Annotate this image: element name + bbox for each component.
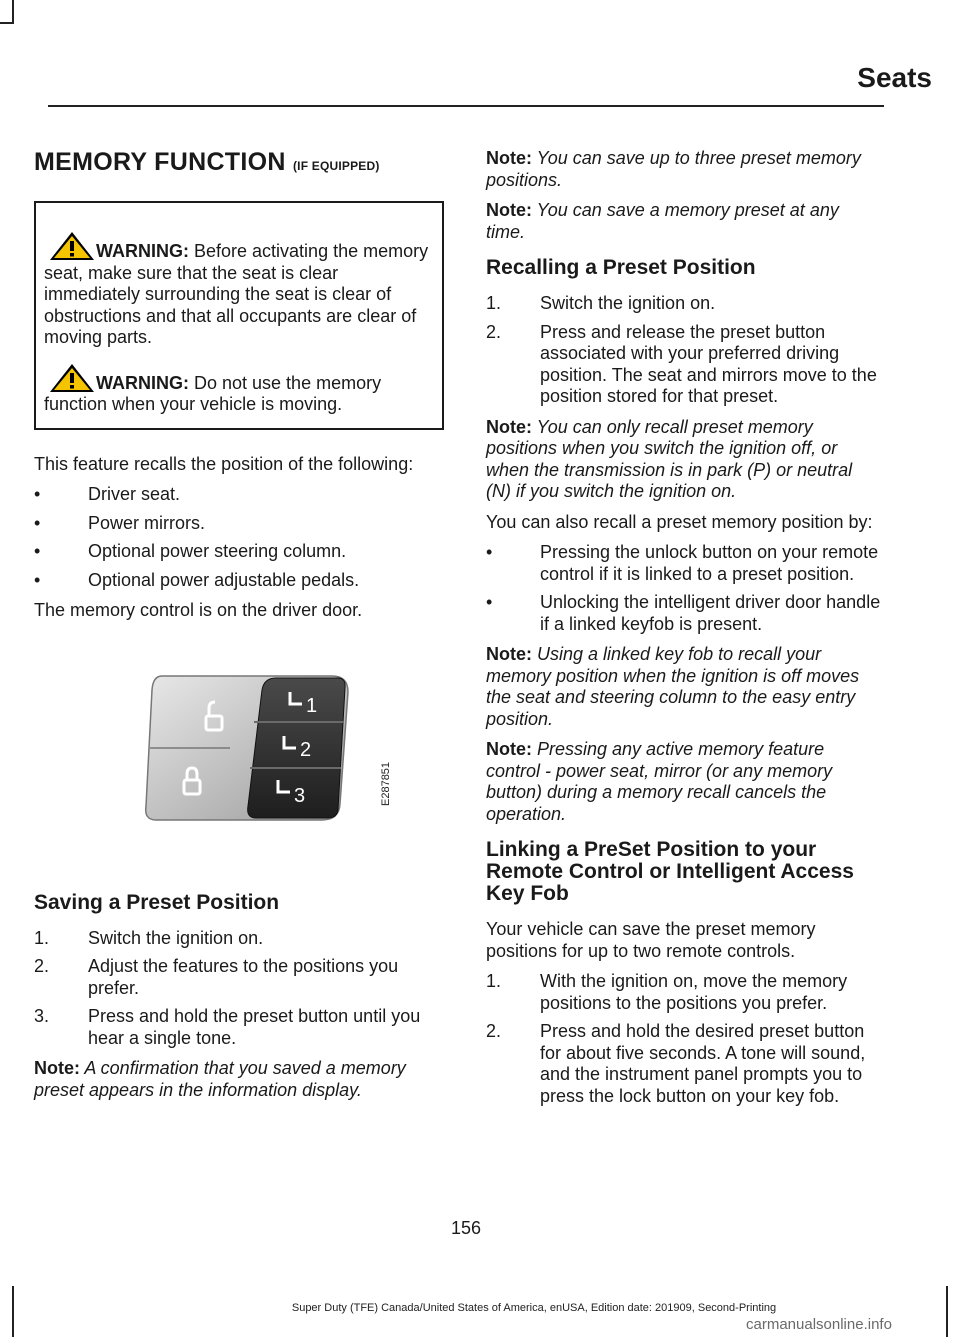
link-title: Linking a PreSet Position to your Remote Control or Intelligent Access Key Fob xyxy=(486,838,854,905)
button-label: 1 xyxy=(306,694,318,717)
note: Note: You can save up to three preset memory positions. xyxy=(486,148,861,190)
left-column xyxy=(34,140,444,1110)
right-column xyxy=(486,148,882,1116)
link-intro: Your vehicle can save the preset memory positions for up to two remote controls. xyxy=(486,919,816,961)
warning-1: WARNING: Before activating the memory seat, make sure that the seat is clear immediately surrounding the seat is clear of obstructions and that all occupants are clear of moving parts. xyxy=(44,231,434,349)
list-item: • Driver seat. xyxy=(34,484,444,506)
figure-code: E287851 xyxy=(380,761,392,806)
link-steps xyxy=(486,971,882,1107)
section-title: MEMORY FUNCTION (IF EQUIPPED) xyxy=(34,148,380,176)
also-recall-list xyxy=(486,542,882,635)
watermark: carmanualsonline.info xyxy=(746,1316,892,1333)
note: Note: Using a linked key fob to recall your memory position when the ignition is off moves the seat and steering column to the easy entry position. xyxy=(486,644,860,729)
note: Note: You can save a memory preset at any time. xyxy=(486,200,839,242)
crop-mark-top-left-h xyxy=(0,22,14,24)
list-item: 2. Press and release the preset button associated with your preferred driving position. The seat and mirrors move to the position stored for that preset. xyxy=(486,321,877,406)
memory-control-illustration xyxy=(144,668,354,828)
warning-triangle-icon xyxy=(48,363,96,393)
saving-note: Note: A confirmation that you saved a memory preset appears in the information display. xyxy=(34,1058,406,1100)
recall-items-list xyxy=(34,484,444,591)
button-label: 2 xyxy=(300,738,312,761)
crop-mark-top-left-v xyxy=(12,0,14,24)
warning-triangle-icon xyxy=(48,231,96,261)
if-equipped-label: (IF EQUIPPED) xyxy=(292,159,380,173)
note: Note: Pressing any active memory feature control - power seat, mirror (or any memory button) during a memory recall cancels the operation. xyxy=(486,739,833,824)
list-item: 2. Press and hold the desired preset button for about five seconds. A tone will sound, and the instrument panel prompts you to press the lock button on your key fob. xyxy=(486,1021,866,1106)
memory-control-figure xyxy=(34,640,444,872)
control-location-text: The memory control is on the driver door. xyxy=(34,600,363,620)
list-item: • Optional power adjustable pedals. xyxy=(34,570,444,592)
recall-note: Note: You can only recall preset memory positions when you switch the ignition off, or when the transmission is in park (P) or neutral (N) if you switch the ignition on. xyxy=(486,416,853,501)
list-item: 1. Switch the ignition on. xyxy=(486,293,716,313)
intro-text: This feature recalls the position of the following: xyxy=(34,453,414,474)
list-item: 1. Switch the ignition on. xyxy=(34,927,264,948)
header-divider xyxy=(48,105,884,107)
page-number: 156 xyxy=(450,1218,482,1238)
list-item: • Unlocking the intelligent driver door handle if a linked keyfob is present. xyxy=(486,592,882,635)
saving-title: Saving a Preset Position xyxy=(34,890,280,914)
list-item: 3. Press and hold the preset button until you hear a single tone. xyxy=(34,1006,421,1048)
saving-steps xyxy=(34,928,444,1050)
also-recall-text: You can also recall a preset memory position by: xyxy=(486,511,873,532)
list-item: • Optional power steering column. xyxy=(34,541,444,563)
footer-text: Super Duty (TFE) Canada/United States of America, enUSA, Edition date: 201909, Second-Printing xyxy=(291,1302,777,1314)
list-item: 2. Adjust the features to the positions you prefer. xyxy=(34,956,399,998)
list-item: • Power mirrors. xyxy=(34,513,444,535)
recall-title: Recalling a Preset Position xyxy=(486,256,756,279)
warning-2: WARNING: Do not use the memory function when your vehicle is moving. xyxy=(44,363,434,416)
list-item: 1. With the ignition on, move the memory positions to the positions you prefer. xyxy=(486,971,848,1013)
page-title: Seats xyxy=(857,62,932,93)
button-label: 3 xyxy=(294,784,306,807)
list-item: • Pressing the unlock button on your remote control if it is linked to a preset position. xyxy=(486,542,882,585)
warning-box xyxy=(34,201,444,430)
recall-steps xyxy=(486,293,882,408)
